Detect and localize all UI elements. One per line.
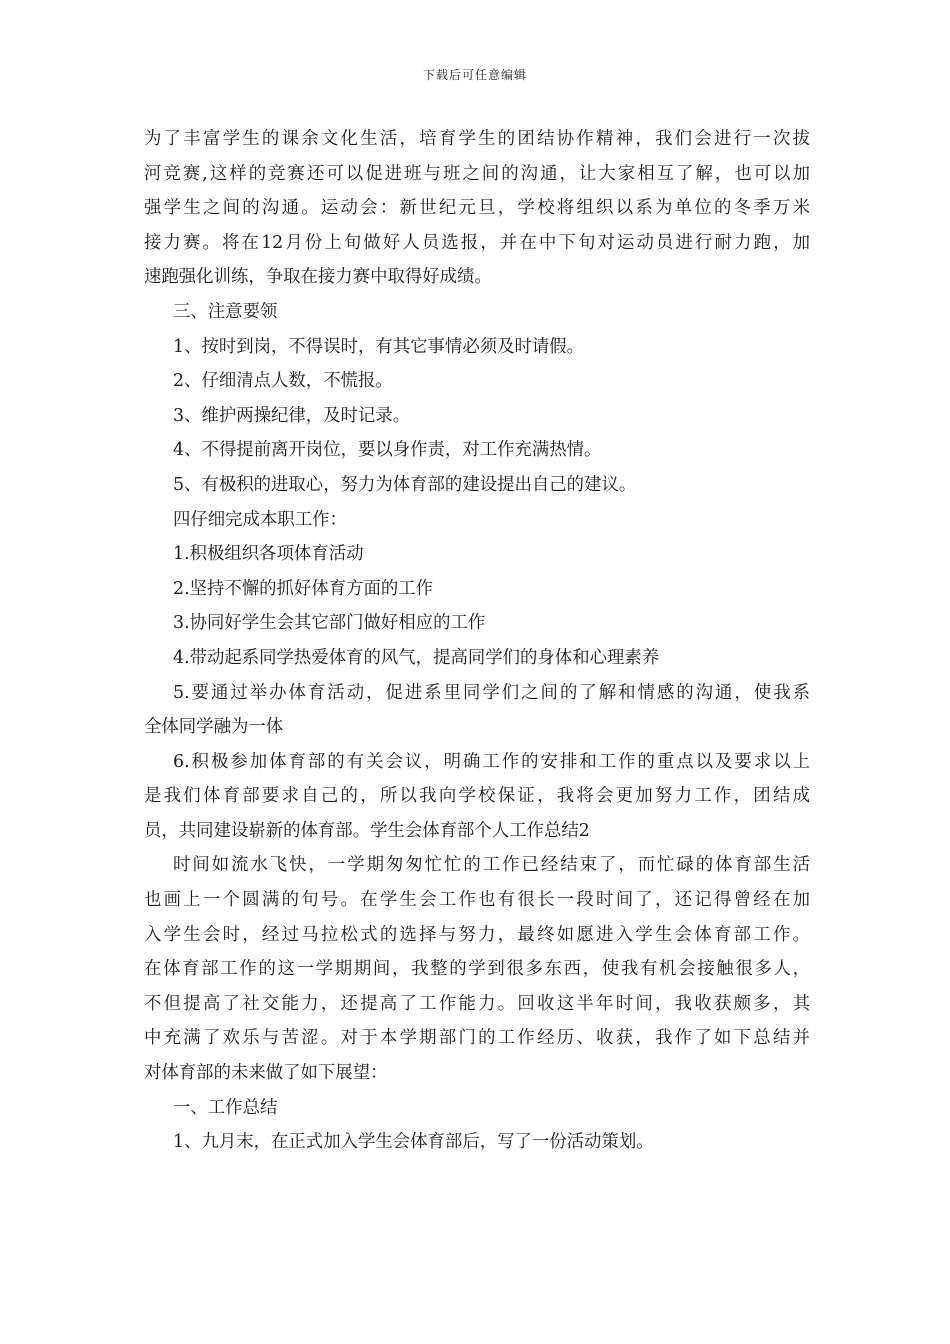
paragraph-line: 全体同学融为一体 — [144, 717, 284, 738]
paragraph-line: 为了丰富学生的课余文化生活，培育学生的团结协作精神，我们会进行一次拔 — [144, 129, 810, 149]
page-header-note: 下载后可任意编辑 — [422, 68, 527, 82]
section-heading: 一、工作总结 — [173, 1097, 278, 1118]
list-item: 4.带动起系同学热爱体育的风气，提高同学们的身体和心理素养 — [173, 647, 660, 668]
paragraph-line: 对体育部的未来做了如下展望： — [144, 1063, 388, 1084]
list-item: 3、维护两操纪律，及时记录。 — [173, 405, 411, 426]
list-item: 5、有极积的进取心，努力为体育部的建设提出自己的建议。 — [173, 474, 637, 495]
paragraph-line: 不但提高了社交能力，还提高了工作能力。回收这半年时间，我收获颇多，其 — [144, 993, 810, 1014]
paragraph-line: 河竞赛,这样的竞赛还可以促进班与班之间的沟通，让大家相互了解，也可以加 — [144, 163, 810, 184]
paragraph-line: 时间如流水飞快，一学期匆匆忙忙的工作已经结束了，而忙碌的体育部生活 — [173, 855, 810, 876]
document-body — [144, 122, 810, 1160]
list-item: 1、九月末，在正式加入学生会体育部后，写了一份活动策划。 — [173, 1132, 654, 1153]
paragraph-line: 速跑强化训练，争取在接力赛中取得好成绩。 — [144, 267, 492, 288]
paragraph-line: 强学生之间的沟通。运动会：新世纪元旦，学校将组织以系为单位的冬季万米 — [144, 198, 810, 219]
list-item: 1.积极组织各项体育活动 — [173, 544, 364, 565]
list-item: 5.要通过举办体育活动，促进系里同学们之间的了解和情感的沟通，使我系 — [173, 682, 810, 703]
list-item: 1、按时到岗，不得误时，有其它事情必须及时请假。 — [173, 336, 585, 357]
paragraph-line: 入学生会时，经过马拉松式的选择与努力，最终如愿进入学生会体育部工作。 — [144, 924, 810, 945]
paragraph-line: 是我们体育部要求自己的，所以我向学校保证，我将会更加努力工作，团结成 — [144, 786, 810, 807]
list-item: 2.坚持不懈的抓好体育方面的工作 — [173, 578, 434, 599]
list-item: 6.积极参加体育部的有关会议，明确工作的安排和工作的重点以及要求以上 — [173, 751, 810, 772]
paragraph-line: 中充满了欢乐与苦涩。对于本学期部门的工作经历、收获，我作了如下总结并 — [144, 1028, 810, 1049]
list-item: 4、不得提前离开岗位，要以身作责，对工作充满热情。 — [173, 440, 602, 461]
section-heading: 四仔细完成本职工作： — [173, 509, 347, 530]
section-heading: 三、注意要领 — [173, 301, 278, 322]
paragraph-line: 也画上一个圆满的句号。在学生会工作也有很长一段时间了，还记得曾经在加 — [144, 890, 810, 911]
paragraph-line: 在体育部工作的这一学期期间，我整的学到很多东西，使我有机会接触很多人， — [144, 959, 810, 980]
paragraph-line: 员，共同建设崭新的体育部。学生会体育部个人工作总结2 — [144, 820, 590, 841]
list-item: 3.协同好学生会其它部门做好相应的工作 — [173, 613, 486, 634]
paragraph-line: 接力赛。将在12月份上旬做好人员选报，并在中下旬对运动员进行耐力跑，加 — [144, 232, 810, 253]
list-item: 2、仔细清点人数，不慌报。 — [173, 371, 393, 392]
